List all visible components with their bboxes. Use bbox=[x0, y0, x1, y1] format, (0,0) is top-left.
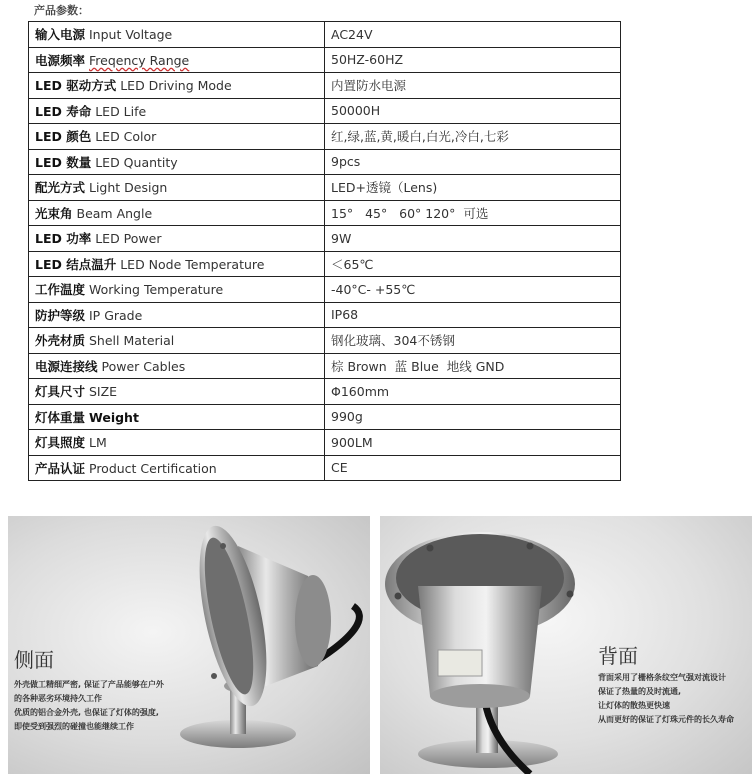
spec-label-zh: 灯具照度 bbox=[35, 435, 86, 451]
spec-value: 9W bbox=[325, 226, 621, 252]
spec-row bbox=[29, 455, 621, 481]
side-view-description bbox=[14, 678, 164, 734]
spec-label-cell bbox=[29, 455, 325, 481]
section-heading: 产品参数： bbox=[34, 4, 89, 17]
side-view-line: 即使受到强烈的碰撞也能继续工作 bbox=[14, 722, 134, 731]
spec-row bbox=[29, 404, 621, 430]
spec-label-cell bbox=[29, 124, 325, 150]
spec-label-cell bbox=[29, 404, 325, 430]
spec-row bbox=[29, 379, 621, 405]
spec-row bbox=[29, 277, 621, 303]
back-view-lamp-illustration bbox=[380, 516, 752, 774]
spec-label-zh: 电源频率 bbox=[35, 52, 86, 68]
side-view-photo bbox=[8, 516, 370, 774]
spec-label-en: LED Color bbox=[95, 129, 157, 145]
spec-label-en: LED Life bbox=[95, 103, 147, 119]
spec-label-zh: 灯具尺寸 bbox=[35, 384, 86, 400]
spec-label-en: LED Driving Mode bbox=[120, 78, 232, 94]
spec-label-en: SIZE bbox=[89, 384, 118, 400]
spec-value: 50000H bbox=[325, 98, 621, 124]
spec-label-zh: 外壳材质 bbox=[35, 333, 86, 349]
spec-value: 9pcs bbox=[325, 149, 621, 175]
spec-value: ＜65℃ bbox=[325, 251, 621, 277]
side-view-line: 优质的铝合金外壳, 也保证了灯体的强度, bbox=[14, 708, 159, 717]
spec-value: IP68 bbox=[325, 302, 621, 328]
spec-label-en: LED Node Temperature bbox=[120, 256, 265, 272]
spec-label-cell bbox=[29, 226, 325, 252]
back-view-line: 让灯体的散热更快速 bbox=[598, 701, 670, 710]
spec-value: 钢化玻璃、304不锈钢 bbox=[325, 328, 621, 354]
spec-label-cell bbox=[29, 328, 325, 354]
spec-label-zh: 光束角 bbox=[35, 205, 73, 221]
spec-value: 900LM bbox=[325, 430, 621, 456]
spec-value: Φ160mm bbox=[325, 379, 621, 405]
back-view-title: 背面 bbox=[598, 644, 638, 668]
spec-label-en: Working Temperature bbox=[89, 282, 224, 298]
spec-label-zh: LED 颜色 bbox=[35, 129, 92, 145]
spec-label-cell bbox=[29, 353, 325, 379]
side-view-line: 的各种恶劣环境持久工作 bbox=[14, 694, 102, 703]
back-view-line: 从而更好的保证了灯珠元件的长久寿命 bbox=[598, 715, 734, 724]
side-view-line: 外壳做工精细严密, 保证了产品能够在户外 bbox=[14, 680, 164, 689]
back-view-line: 保证了热量的及时流通, bbox=[598, 687, 682, 696]
back-view-line: 背面采用了栅格条纹空气强对流设计 bbox=[598, 673, 726, 682]
spec-label-en: Weight bbox=[89, 409, 139, 425]
spec-value: 红,绿,蓝,黄,暖白,白光,冷白,七彩 bbox=[325, 124, 621, 150]
spec-row bbox=[29, 149, 621, 175]
spec-label-cell bbox=[29, 430, 325, 456]
spec-label-cell bbox=[29, 22, 325, 48]
spec-row bbox=[29, 175, 621, 201]
spec-row bbox=[29, 251, 621, 277]
spec-label-zh: LED 数量 bbox=[35, 154, 92, 170]
spec-value: 50HZ-60HZ bbox=[325, 47, 621, 73]
spec-label-zh: 防护等级 bbox=[35, 307, 86, 323]
spec-label-cell bbox=[29, 200, 325, 226]
side-view-title: 侧面 bbox=[14, 648, 54, 672]
spec-row bbox=[29, 98, 621, 124]
spec-value: 棕 Brown 蓝 Blue 地线 GND bbox=[325, 353, 621, 379]
spec-label-en: LED Quantity bbox=[95, 154, 178, 170]
spec-label-en: IP Grade bbox=[89, 307, 143, 323]
spec-value: CE bbox=[325, 455, 621, 481]
spec-value: 内置防水电源 bbox=[325, 73, 621, 99]
spec-value: 990g bbox=[325, 404, 621, 430]
spec-row bbox=[29, 47, 621, 73]
spec-label-zh: 电源连接线 bbox=[35, 358, 98, 374]
spec-label-en: Shell Material bbox=[89, 333, 175, 349]
spec-label-cell bbox=[29, 379, 325, 405]
spec-value: AC24V bbox=[325, 22, 621, 48]
spec-label-cell bbox=[29, 277, 325, 303]
spec-value: -40°C- +55℃ bbox=[325, 277, 621, 303]
back-view-photo bbox=[380, 516, 752, 774]
spec-label-en: Light Design bbox=[89, 180, 168, 196]
spec-row bbox=[29, 430, 621, 456]
side-view-lamp-illustration bbox=[8, 516, 370, 774]
spec-row bbox=[29, 73, 621, 99]
spec-label-cell bbox=[29, 175, 325, 201]
spec-label-zh: LED 驱动方式 bbox=[35, 78, 117, 94]
spec-row bbox=[29, 124, 621, 150]
spec-label-en: Freqency Range bbox=[89, 52, 190, 68]
spec-row bbox=[29, 226, 621, 252]
back-view-description bbox=[598, 671, 734, 727]
spec-label-zh: LED 功率 bbox=[35, 231, 92, 247]
spec-value: LED+透镜（Lens) bbox=[325, 175, 621, 201]
spec-label-zh: 灯体重量 bbox=[35, 409, 86, 425]
spec-row bbox=[29, 353, 621, 379]
spec-row bbox=[29, 200, 621, 226]
spec-label-zh: LED 结点温升 bbox=[35, 256, 117, 272]
spec-label-en: Beam Angle bbox=[76, 205, 153, 221]
spec-label-en: Power Cables bbox=[101, 358, 186, 374]
spec-label-en: Product Certification bbox=[89, 460, 217, 476]
spec-label-zh: 配光方式 bbox=[35, 180, 86, 196]
spec-label-zh: 产品认证 bbox=[35, 460, 86, 476]
spec-label-cell bbox=[29, 73, 325, 99]
spec-label-cell bbox=[29, 251, 325, 277]
spec-label-zh: LED 寿命 bbox=[35, 103, 92, 119]
spec-row bbox=[29, 22, 621, 48]
spec-label-zh: 工作温度 bbox=[35, 282, 86, 298]
spec-label-en: LED Power bbox=[95, 231, 162, 247]
spec-row bbox=[29, 328, 621, 354]
spec-value: 15° 45° 60° 120° 可选 bbox=[325, 200, 621, 226]
spec-label-en: Input Voltage bbox=[89, 27, 173, 43]
spec-label-en: LM bbox=[89, 435, 107, 451]
spec-label-cell bbox=[29, 302, 325, 328]
spec-label-zh: 输入电源 bbox=[35, 27, 86, 43]
spec-label-cell bbox=[29, 47, 325, 73]
spec-table bbox=[28, 21, 621, 481]
spec-label-cell bbox=[29, 149, 325, 175]
spec-label-cell bbox=[29, 98, 325, 124]
spec-row bbox=[29, 302, 621, 328]
